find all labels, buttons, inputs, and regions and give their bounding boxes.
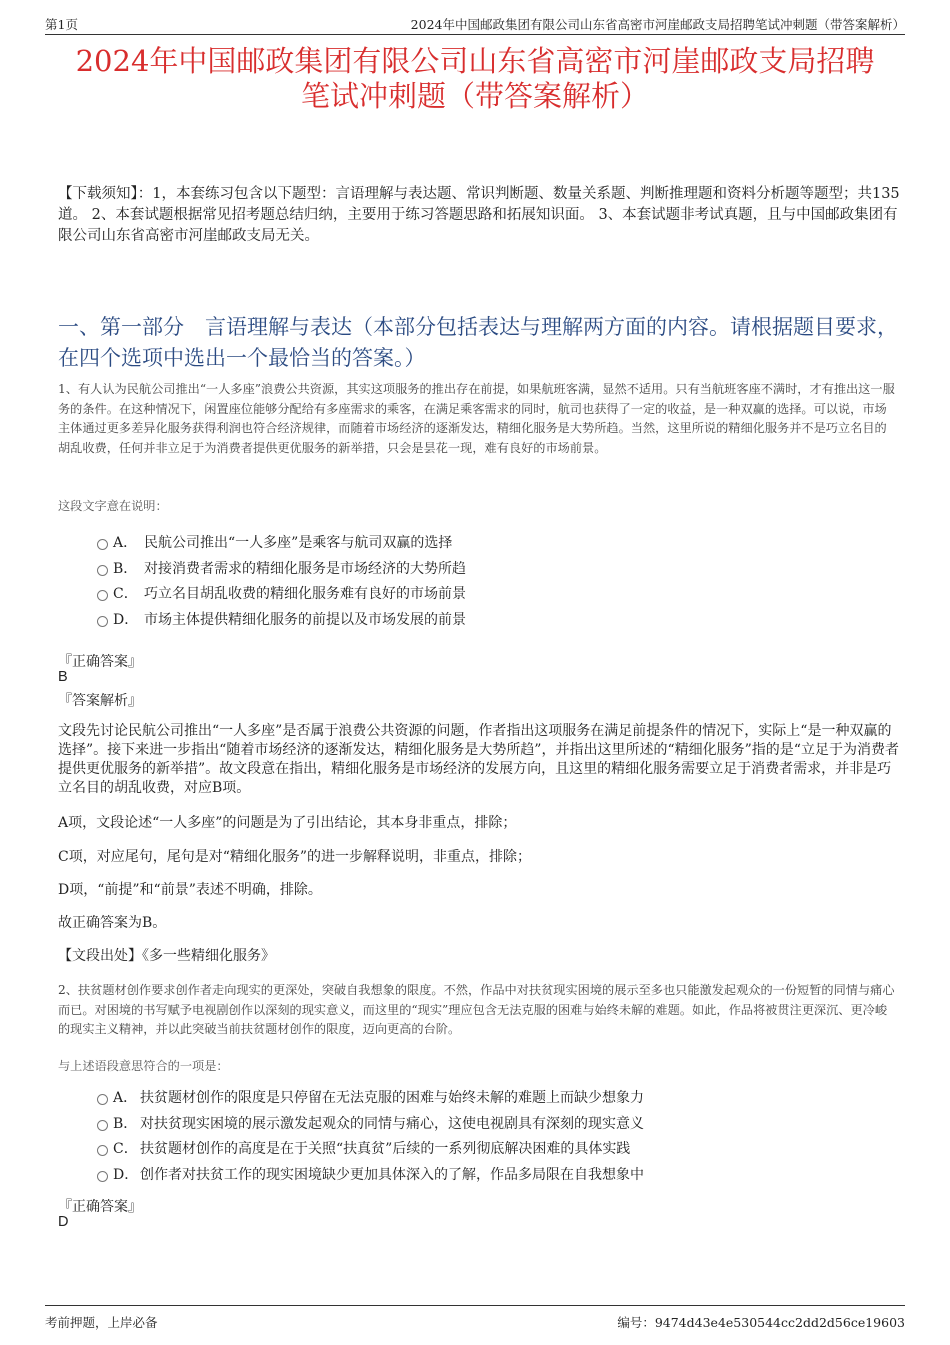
answer-label: 『正确答案』 [58,654,142,670]
option-text: 扶贫题材创作的限度是只停留在无法克服的困难与始终未解的难题上而缺少想象力 [140,1090,644,1106]
question-1-prompt: 这段文字意在说明： [58,499,168,513]
document-title [40,44,910,114]
download-notice: 【下载须知】：1，本套练习包含以下题型：言语理解与表达题、常识判断题、数量关系题、判断推理题和资料分析题等题型；共135道。 2、本套试题根据常见招考题总结归纳，主要用于练习答题思路和拓展知识面。 3、本套试题非考试真题，且与中国邮政集团有限公司山东省高密市河崖邮政支局无关。 [58,186,900,244]
option-text: 创作者对扶贫工作的现实困境缺少更加具体深入的了解，作品多局限在自我想象中 [140,1166,644,1183]
radio-button[interactable] [97,565,108,576]
answer-analysis: 文段先讨论民航公司推出“一人多座”是否属于浪费公共资源的问题，作者指出这项服务在满足前提条件的情况下，实际上“是一种双赢的选择”。接下来进一步指出“随着市场经济的逐渐发达，精细化服务是大势所趋”，并指出这里所述的“精细化服务”指的是“立足于为消费者提供更优服务的新举措”。故文段意在指出，精细化服务是市场经济的发展方向，且这里的精细化服务需要立足于消费者需求，并非是巧立名目的胡乱收费，对应B项。 [58,723,899,796]
radio-button[interactable] [97,1120,108,1131]
footer-code: 编号：9474d43e4e530544cc2dd2d56ce19603 [617,1315,905,1330]
option-letter: B． [113,1115,138,1132]
option-letter: D． [113,611,139,628]
radio-button[interactable] [97,1171,108,1182]
passage-source: 【文段出处】《多一些精细化服务》 [58,948,275,964]
option-letter: B． [113,560,138,577]
answer-label: 『正确答案』 [58,1199,142,1215]
option-text: 市场主体提供精细化服务的前提以及市场发展的前景 [144,611,466,628]
footer-slogan: 考前押题，上岸必备 [45,1315,158,1330]
header-doc-title: 2024年中国邮政集团有限公司山东省高密市河崖邮政支局招聘笔试冲刺题（带答案解析） [410,17,905,32]
answer-value: B [58,669,68,685]
radio-button[interactable] [97,616,108,627]
analysis-note-d: D项，“前提”和“前景”表述不明确，排除。 [58,882,322,898]
radio-button[interactable] [97,539,108,550]
section-heading: 一、第一部分 言语理解与表达（本部分包括表达与理解两方面的内容。请根据题目要求，在四个选项中选出一个最恰当的答案。） [58,315,898,370]
radio-button[interactable] [97,1145,108,1156]
question-2-prompt: 与上述语段意思符合的一项是： [58,1059,229,1073]
analysis-conclusion: 故正确答案为B。 [58,915,167,931]
option-letter: C． [113,1141,138,1157]
title-line-1: 2024年中国邮政集团有限公司山东省高密市河崖邮政支局招聘 [75,44,875,78]
option-text: 扶贫题材创作的高度是在于关照“扶真贫”后续的一系列彻底解决困难的具体实践 [140,1141,631,1157]
radio-button[interactable] [97,1094,108,1105]
option-text: 对接消费者需求的精细化服务是市场经济的大势所趋 [144,560,466,577]
radio-button[interactable] [97,590,108,601]
title-line-2: 笔试冲刺题（带答案解析） [300,79,649,113]
page-footer [45,1305,905,1328]
option-letter: A． [113,1090,138,1106]
page-header [45,14,905,35]
analysis-note-c: C项，对应尾句，尾句是对“精细化服务”的进一步解释说明，非重点，排除； [58,849,532,865]
option-text: 对扶贫现实困境的展示激发起观众的同情与痛心，这使电视剧具有深刻的现实意义 [140,1115,644,1132]
question-1-stem: 1、有人认为民航公司推出“一人多座”浪费公共资源，其实这项服务的推出存在前提，如果航班客满，显然不适用。只有当航班客座不满时，才有推出这一服务的条件。在这种情况下，闲置座位能够分配给有多座需求的乘客，在满足乘客需求的同时，航司也获得了一定的收益，是一种双赢的选择。可以说，市场主体通过更多差异化服务获得利润也符合经济规律，而随着市场经济的逐渐发达，精细化服务是大势所趋。当然，这里所说的精细化服务并不是巧立名目的胡乱收费，任何并非立足于为消费者提供更优服务的新举措，只会是昙花一现，难有良好的市场前景。 [58,382,895,455]
question-2-stem: 2、扶贫题材创作要求创作者走向现实的更深处，突破自我想象的限度。不然，作品中对扶贫现实困境的展示至多也只能激发起观众的一份短暂的同情与痛心而已。对困境的书写赋予电视剧创作以深刻的现实意义，而这里的“现实”理应包含无法克服的困难与始终未解的难题。如此，作品将被贯注更深沉、更冷峻的现实主义精神，并以此突破当前扶贫题材创作的限度，迈向更高的台阶。 [58,983,895,1036]
option-letter: C． [113,586,138,602]
option-letter: A． [113,535,138,551]
option-letter: D． [113,1166,139,1183]
option-text: 巧立名目胡乱收费的精细化服务难有良好的市场前景 [144,586,466,602]
option-text: 民航公司推出“一人多座”是乘客与航司双赢的选择 [144,535,453,551]
page-number: 第1页 [45,17,78,32]
analysis-label: 『答案解析』 [58,693,142,709]
answer-value: D [58,1214,69,1230]
analysis-note-a: A项，文段论述“一人多座”的问题是为了引出结论，其本身非重点，排除； [58,815,517,831]
